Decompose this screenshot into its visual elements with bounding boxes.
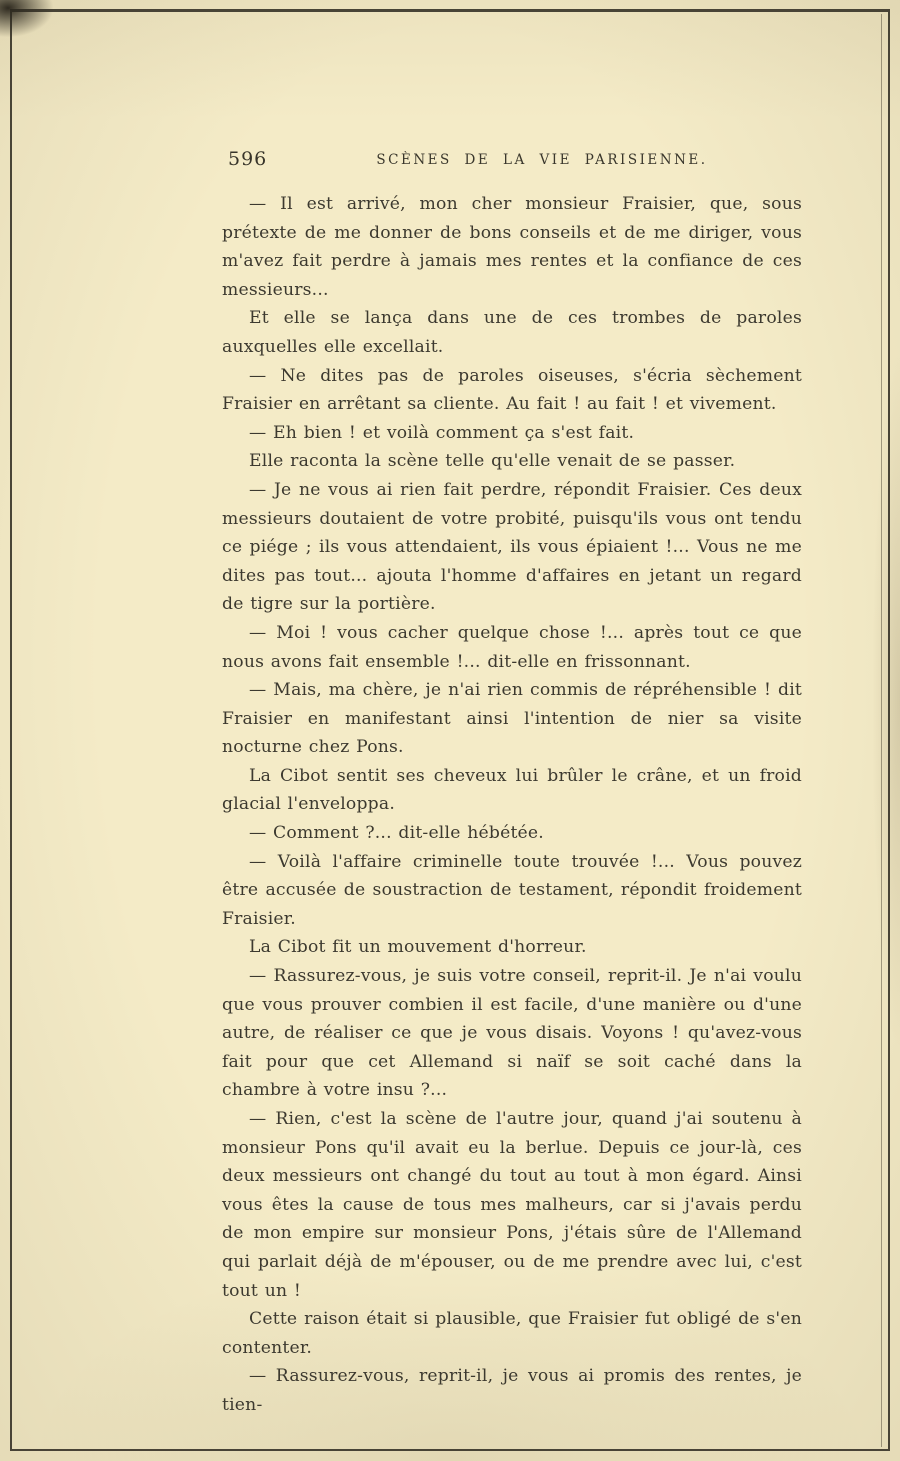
paragraph: — Moi ! vous cacher quelque chose !... après tout ce que nous avons fait ensemble !... dit-elle en frissonnant. [222, 622, 802, 672]
paragraph: — Comment ?... dit-elle hébétée. [249, 823, 544, 844]
paragraph: — Rien, c'est la scène de l'autre jour, quand j'ai soutenu à monsieur Pons qu'il avait eu la berlue. Depuis ce jour-là, ces deux messieurs ont changé du tout au tout à mon égard. Ainsi vous êtes la cause de tous mes malheurs, car si j'avais perdu de mon empire sur monsieur Pons, j'étais sûre de l'Allemand qui parlait déjà de m'épouser, ou de me prendre avec lui, c'est tout un ! [222, 1109, 802, 1301]
paragraph: La Cibot sentit ses cheveux lui brûler le crâne, et un froid glacial l'enveloppa. [222, 765, 802, 815]
paragraph: — Mais, ma chère, je n'ai rien commis de répréhensible ! dit Fraisier en manifestant ainsi l'intention de nier sa visite nocturne chez Pons. [222, 680, 802, 758]
text-column [222, 148, 802, 1420]
paragraph: — Rassurez-vous, reprit-il, je vous ai promis des rentes, je tien- [222, 1366, 802, 1415]
page-number: 596 [228, 148, 268, 170]
running-title: SCÈNES DE LA VIE PARISIENNE. [376, 152, 708, 168]
text-body [222, 190, 802, 1420]
paragraph: — Eh bien ! et voilà comment ça s'est fait. [249, 422, 635, 443]
paragraph: — Rassurez-vous, je suis votre conseil, reprit-il. Je n'ai voulu que vous prouver combien il est facile, d'une manière ou d'une autre, de réaliser ce que je vous disais. Voyons ! qu'avez-vous fait pour que cet Allemand si naïf se soit caché dans la chambre à votre insu ?... [222, 966, 802, 1101]
running-head [222, 148, 802, 174]
paragraph: — Il est arrivé, mon cher monsieur Fraisier, que, sous prétexte de me donner de bons conseils et de me diriger, vous m'avez fait perdre à jamais mes rentes et la confiance de ces messieurs... [222, 194, 802, 300]
paragraph: Elle raconta la scène telle qu'elle venait de se passer. [249, 451, 736, 472]
paragraph: — Je ne vous ai rien fait perdre, répondit Fraisier. Ces deux messieurs doutaient de votre probité, puisqu'ils vous ont tendu ce piége ; ils vous attendaient, ils vous épiaient !... Vous ne me dites pas tout... ajouta l'homme d'affaires en jetant un regard de tigre sur la portière. [222, 479, 802, 615]
paragraph: Et elle se lança dans une de ces trombes de paroles auxquelles elle excellait. [222, 308, 802, 357]
scan-border-right-line [881, 14, 882, 1447]
paragraph: La Cibot fit un mouvement d'horreur. [249, 937, 587, 958]
paragraph: Cette raison était si plausible, que Fraisier fut obligé de s'en contenter. [222, 1309, 802, 1358]
paragraph: — Ne dites pas de paroles oiseuses, s'écria sèchement Fraisier en arrêtant sa cliente. Au fait ! au fait ! et vivement. [222, 365, 802, 415]
paragraph: — Voilà l'affaire criminelle toute trouvée !... Vous pouvez être accusée de soustraction de testament, répondit froidement Fraisier. [222, 851, 802, 929]
